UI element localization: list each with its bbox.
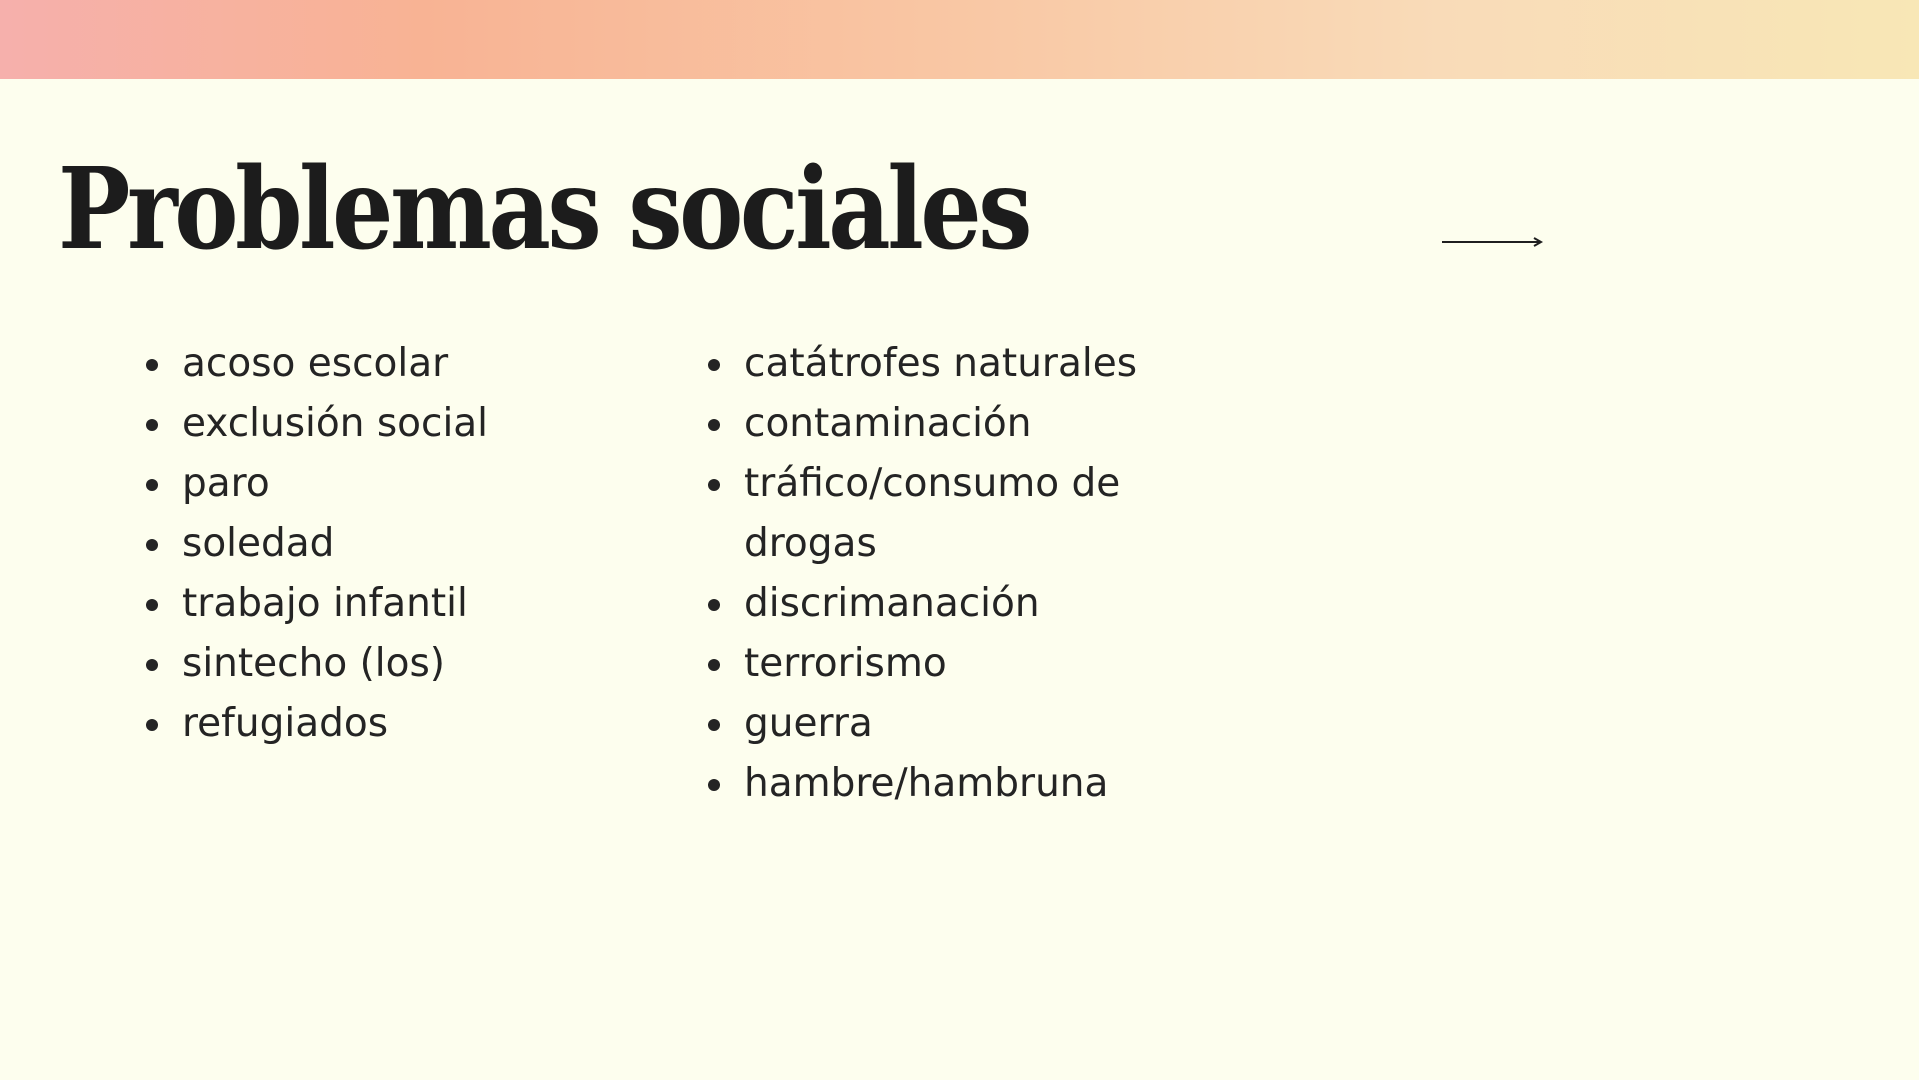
right-bullet-list (708, 334, 1188, 814)
left-bullet-list (146, 334, 646, 754)
bullet-icon (146, 719, 158, 731)
bullet-icon (146, 479, 158, 491)
bullet-icon (146, 599, 158, 611)
list-item (708, 454, 1188, 574)
list-item-label: contaminación (744, 401, 1032, 446)
list-item-label: trabajo infantil (182, 581, 468, 626)
list-item-label: catátrofes naturales (744, 341, 1138, 386)
bullet-icon (708, 779, 720, 791)
list-item-label: paro (182, 461, 270, 506)
slide-title: Problemas sociales (58, 144, 1030, 275)
list-item (708, 574, 1188, 634)
list-item (146, 394, 646, 454)
list-item (708, 394, 1188, 454)
bullet-icon (146, 539, 158, 551)
list-item-label: soledad (182, 521, 335, 566)
list-item (146, 454, 646, 514)
list-item-label: terrorismo (744, 641, 947, 686)
list-item-label: acoso escolar (182, 341, 449, 386)
bullet-icon (146, 419, 158, 431)
bullet-icon (708, 719, 720, 731)
bullet-icon (146, 359, 158, 371)
list-item-label: refugiados (182, 701, 389, 746)
list-item (708, 334, 1188, 394)
list-item (146, 694, 646, 754)
list-item (708, 634, 1188, 694)
bullet-icon (708, 419, 720, 431)
bullet-icon (708, 479, 720, 491)
list-item-label: tráfico/consumo de drogas (744, 461, 1121, 566)
arrow-right-icon (1442, 234, 1544, 250)
bullet-icon (146, 659, 158, 671)
list-item (146, 334, 646, 394)
list-item-label: hambre/hambruna (744, 761, 1109, 806)
bullet-icon (708, 359, 720, 371)
bullet-icon (708, 599, 720, 611)
list-item-label: exclusión social (182, 401, 489, 446)
list-item (708, 694, 1188, 754)
list-item-label: sintecho (los) (182, 641, 446, 686)
list-item-label: discrimanación (744, 581, 1040, 626)
bullet-icon (708, 659, 720, 671)
header-gradient-band (0, 0, 1919, 79)
list-item (146, 574, 646, 634)
list-item (708, 754, 1188, 814)
list-item-label: guerra (744, 701, 873, 746)
list-item (146, 514, 646, 574)
list-item (146, 634, 646, 694)
